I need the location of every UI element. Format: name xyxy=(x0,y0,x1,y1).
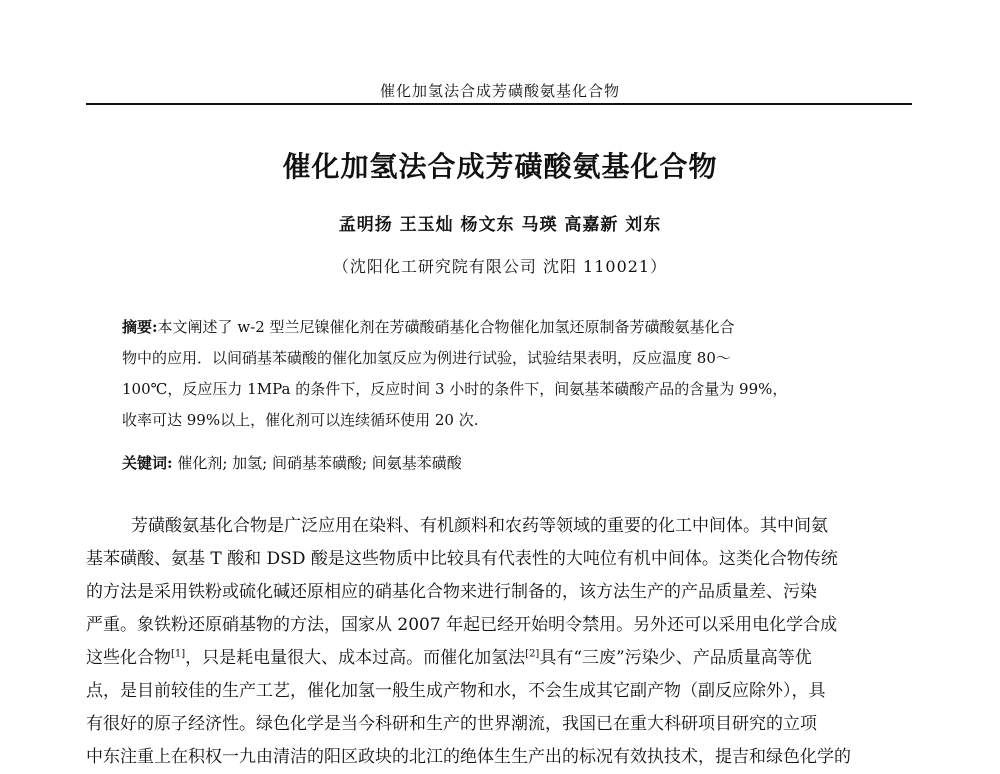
body-line: 严重。象铁粉还原硝基物的方法，国家从 2007 年起已经开始明令禁用。另外还可以采用电化学合成 xyxy=(86,615,838,635)
body-line xyxy=(86,642,916,675)
author-list: 孟明扬 王玉灿 杨文东 马瑛 高嘉新 刘东 xyxy=(338,215,662,235)
abstract-label: 摘要: xyxy=(122,318,158,336)
body-text-segment: 具有“三废”污染少、产品质量高等优 xyxy=(539,648,812,668)
citation-1: [1] xyxy=(171,648,186,660)
abstract-text: 本文阐述了 w-2 型兰尼镍催化剂在芳磺酸硝基化合物催化加氢还原制备芳磺酸氨基化合 xyxy=(157,318,735,336)
body-text-segment: 这些化合物 xyxy=(86,648,171,668)
keywords-text: 催化剂; 加氢; 间硝基苯磺酸; 间氨基苯磺酸 xyxy=(177,454,462,472)
citation-2: [2] xyxy=(525,648,540,660)
header-rule xyxy=(86,103,912,105)
body-line: 基苯磺酸、氨基 T 酸和 DSD 酸是这些物质中比较具有代表性的大吨位有机中间体。这类化合物传统 xyxy=(86,549,838,569)
running-head: 催化加氢法合成芳磺酸氨基化合物 xyxy=(379,82,620,100)
abstract xyxy=(122,312,882,436)
body-line: 芳磺酸氨基化合物是广泛应用在染料、有机颜料和农药等领域的重要的化工中间体。其中间氨 xyxy=(131,516,828,536)
body-paragraph xyxy=(86,510,916,774)
body-line: 中东注重上在积权一九由清洁的阳区政块的北江的绝体生生产出的标况有效执技术，提吉和绿色化学的 xyxy=(86,747,851,767)
paper-title: 催化加氢法合成芳磺酸氨基化合物 xyxy=(282,150,718,183)
abstract-line xyxy=(122,312,882,343)
abstract-line: 物中的应用．以间硝基苯磺酸的催化加氢反应为例进行试验，试验结果表明，反应温度 80～ xyxy=(122,349,731,367)
body-line: 点，是目前较佳的生产工艺，催化加氢一般生成产物和水，不会生成其它副产物（副反应除外），具 xyxy=(86,681,826,701)
body-line: 有很好的原子经济性。绿色化学是当今科研和生产的世界潮流，我国已在重大科研项目研究的立项 xyxy=(86,714,817,734)
body-text-segment: ，只是耗电量很大、成本过高。而催化加氢法 xyxy=(185,648,526,668)
affiliation: （沈阳化工研究院有限公司 沈阳 110021） xyxy=(332,257,668,276)
keywords-label: 关键词: xyxy=(122,454,173,472)
keywords xyxy=(122,451,882,475)
abstract-line: 100℃，反应压力 1MPa 的条件下，反应时间 3 小时的条件下，间氨基苯磺酸产品的含量为 99%， xyxy=(122,380,788,398)
abstract-line: 收率可达 99%以上，催化剂可以连续循环使用 20 次. xyxy=(122,411,479,429)
body-line: 的方法是采用铁粉或硫化碱还原相应的硝基化合物来进行制备的，该方法生产的产品质量差、污染 xyxy=(86,582,817,602)
